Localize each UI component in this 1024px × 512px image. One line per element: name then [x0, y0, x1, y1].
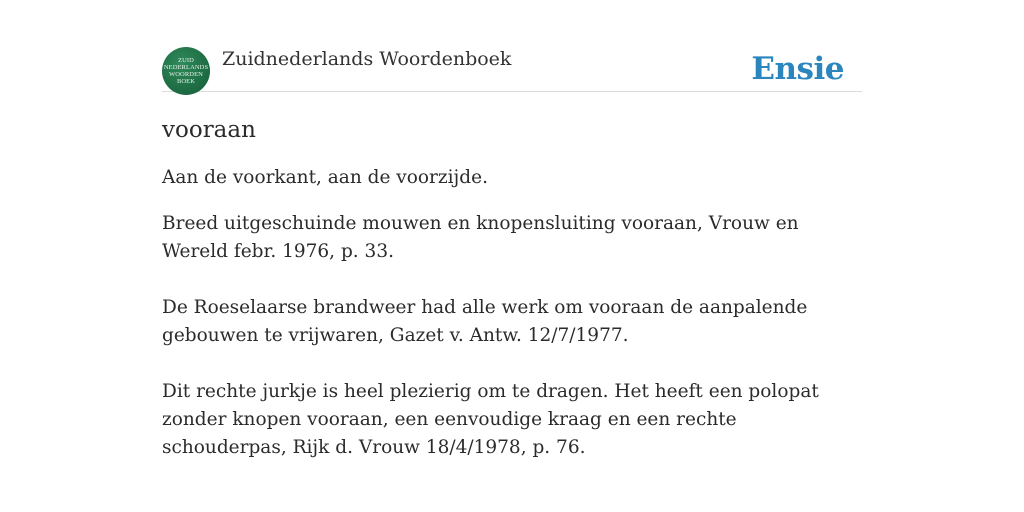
definition: Aan de voorkant, aan de voorzijde. [162, 167, 488, 188]
example-2: De Roeselaarse brandweer had alle werk om vooraan de aanpalende gebouwen te vrijwaren, Gazet v. Antw. 12/7/1977. [162, 297, 808, 346]
example-3: Dit rechte jurkje is heel plezierig om te dragen. Het heeft een polopat zonder knopen vooraan, een eenvoudige kraag en een rechte schouderpas, Rijk d. Vrouw 18/4/1978, p. 76. [162, 381, 819, 458]
logo-line-4: BOEK [176, 78, 196, 85]
example-1: Breed uitgeschuinde mouwen en knopensluiting vooraan, Vrouw en Wereld febr. 1976, p. 33. [162, 213, 799, 262]
logo-line-1: ZUID [178, 57, 194, 64]
logo-line-3: WOORDEN [169, 71, 203, 78]
entry-content [162, 114, 862, 490]
page-header [162, 40, 862, 92]
ensie-brand-logo[interactable]: Ensie [751, 51, 844, 87]
logo-line-2: NEDERLANDS [163, 64, 209, 71]
source-title-link[interactable]: Zuidnederlands Woordenboek [222, 48, 512, 70]
headword: vooraan [162, 117, 256, 143]
dictionary-logo[interactable] [162, 47, 210, 95]
